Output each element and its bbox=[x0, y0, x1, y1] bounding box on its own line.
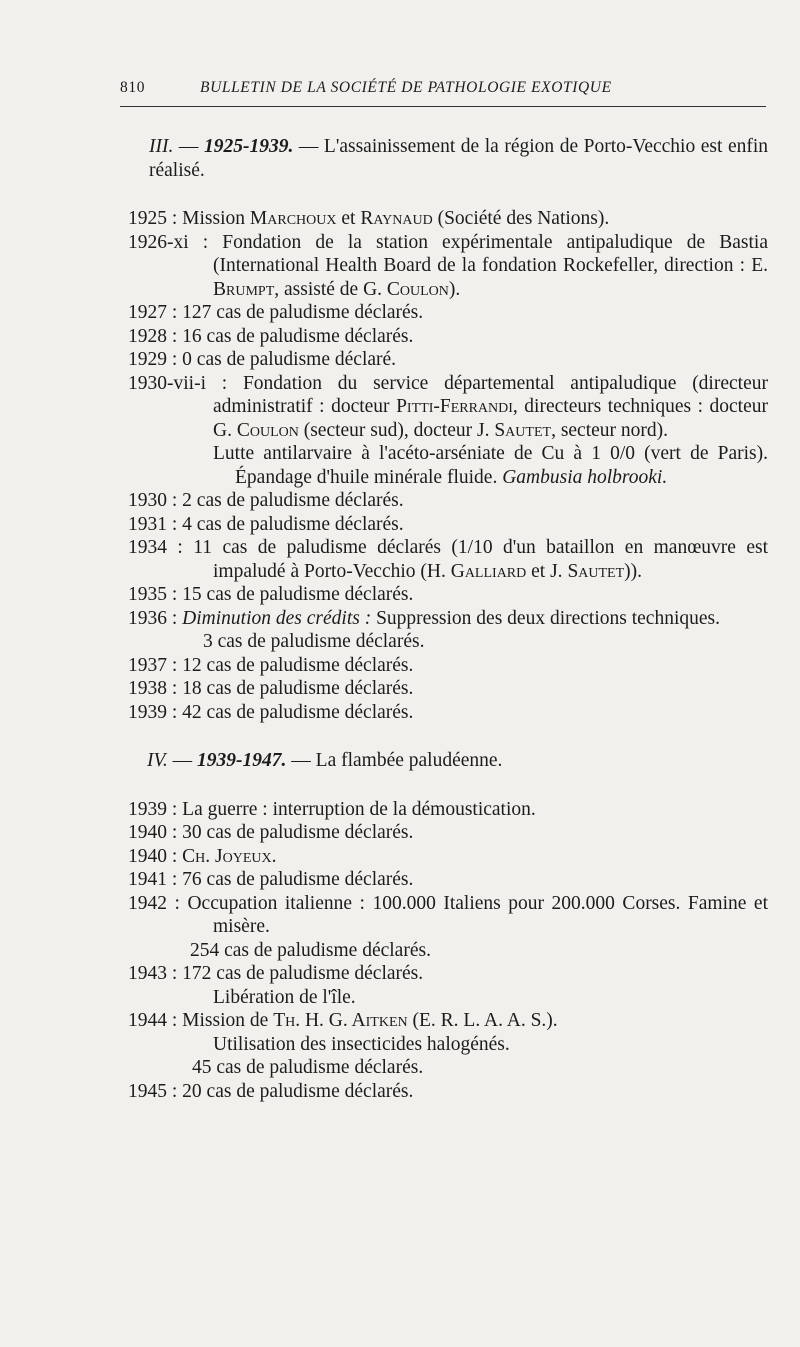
chronology-entry-1926: 1926-xi : Fondation de la station expérimentale antipaludique de Bastia (International Health Board de la fondation Rockefeller, direction : E. Brumpt, assisté de G. Coulon). bbox=[128, 231, 768, 300]
chronology-entry-1927: 1927 : 127 cas de paludisme déclarés. bbox=[128, 302, 424, 323]
chronology-entry-1943-liberation: Libération de l'île. bbox=[213, 986, 356, 1008]
section-title: L'assainissement de la région de Porto-Vecchio est enfin réalisé. bbox=[149, 136, 769, 181]
chronology-entry-1944-cases: 45 cas de paludisme déclarés. bbox=[192, 1057, 424, 1078]
chronology-entry-1939-war: 1939 : La guerre : interruption de la démoustication. bbox=[128, 798, 536, 820]
chronology-entry-1931: 1931 : 4 cas de paludisme déclarés. bbox=[128, 513, 404, 535]
chronology-entry-1944: 1944 : Mission de Th. H. G. Aitken (E. R. L. A. A. S.). bbox=[128, 1010, 558, 1031]
chronology-entry-1929: 1929 : 0 cas de paludisme déclaré. bbox=[128, 349, 397, 370]
chronology-entry-1938: 1938 : 18 cas de paludisme déclarés. bbox=[128, 678, 414, 699]
journal-title: BULLETIN DE LA SOCIÉTÉ DE PATHOLOGIE EXOTIQUE bbox=[200, 79, 612, 96]
chronology-entry-1941: 1941 : 76 cas de paludisme déclarés. bbox=[128, 869, 414, 890]
section-years: 1939-1947. bbox=[197, 750, 287, 771]
chronology-entry-1934: 1934 : 11 cas de paludisme déclarés (1/10 d'un bataillon en manœuvre est impaludé à Porto-Vecchio (H. Galliard et J. Sautet)). bbox=[128, 537, 768, 582]
chronology-entry-1943: 1943 : 172 cas de paludisme déclarés. bbox=[128, 963, 424, 984]
chronology-entry-1925: 1925 : Mission Marchoux et Raynaud (Société des Nations). bbox=[128, 208, 610, 229]
chronology-entry-1930-vii-i: 1930-vii-i : Fondation du service départemental antipaludique (directeur administratif : docteur Pitti-Ferrandi, directeurs techniques : docteur G. Coulon (secteur sud), docteur J. Sautet, secteur nord). bbox=[128, 372, 768, 441]
section-iv-heading: IV. — 1939-1947. — La flambée paludéenne. bbox=[147, 750, 503, 771]
section-title: La flambée paludéenne. bbox=[315, 750, 503, 771]
chronology-entry-1930-lutte: Lutte antilarvaire à l'acéto-arséniate de Cu à 1 0/0 (vert de Paris). Épandage d'huile minérale fluide. Gambusia holbrooki. bbox=[213, 443, 768, 488]
section-years: 1925-1939. bbox=[203, 136, 294, 157]
chronology-entry-1940-joyeux: 1940 : Ch. Joyeux. bbox=[128, 845, 277, 867]
section-number: III. bbox=[149, 136, 174, 157]
chronology-entry-1936: 1936 : Diminution des crédits : Suppression des deux directions techniques. bbox=[128, 607, 720, 629]
page-number: 810 bbox=[120, 79, 146, 96]
chronology-entry-1942: 1942 : Occupation italienne : 100.000 Italiens pour 200.000 Corses. Famine et misère. bbox=[128, 892, 768, 937]
section-number: IV. bbox=[147, 750, 168, 771]
chronology-entry-1937: 1937 : 12 cas de paludisme déclarés. bbox=[128, 654, 414, 676]
section-iii-heading: III. — 1925-1939. — L'assainissement de la région de Porto-Vecchio est enfin réalisé. bbox=[149, 136, 769, 181]
chronology-entry-1945: 1945 : 20 cas de paludisme déclarés. bbox=[128, 1080, 414, 1102]
chronology-entry-1942-cases: 254 cas de paludisme déclarés. bbox=[190, 939, 431, 961]
chronology-entry-1936-cases: 3 cas de paludisme déclarés. bbox=[203, 631, 425, 652]
chronology-entry-1930: 1930 : 2 cas de paludisme déclarés. bbox=[128, 490, 404, 511]
chronology-entry-1944-insecticides: Utilisation des insecticides halogénés. bbox=[213, 1033, 510, 1055]
chronology-entry-1939: 1939 : 42 cas de paludisme déclarés. bbox=[128, 701, 414, 723]
header-rule bbox=[120, 106, 766, 107]
chronology-entry-1935: 1935 : 15 cas de paludisme déclarés. bbox=[128, 584, 414, 605]
main-content bbox=[128, 135, 768, 1103]
chronology-entry-1940-cases: 1940 : 30 cas de paludisme déclarés. bbox=[128, 822, 414, 843]
chronology-entry-1928: 1928 : 16 cas de paludisme déclarés. bbox=[128, 325, 414, 347]
